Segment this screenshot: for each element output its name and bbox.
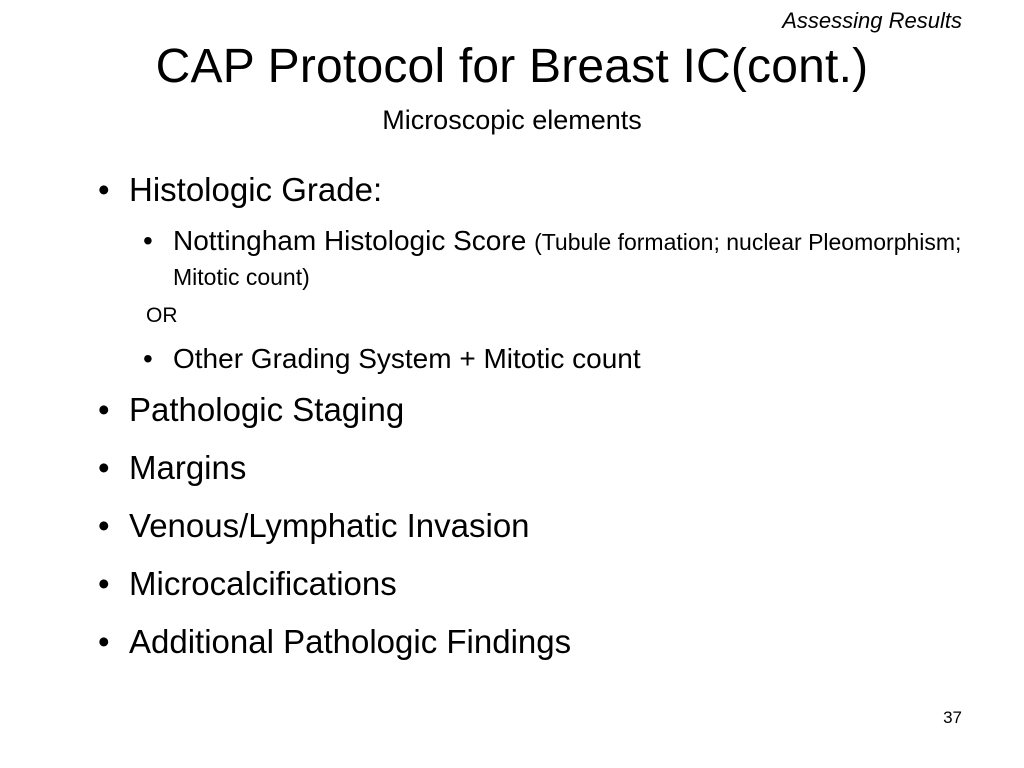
bullet-microcalcifications [98, 564, 978, 604]
bullet-pathologic-staging [98, 390, 978, 430]
slide-title: CAP Protocol for Breast IC(cont.) [155, 40, 869, 93]
page-number: 37 [943, 708, 962, 727]
or-text: OR [146, 304, 178, 327]
bullet-histologic-grade [98, 170, 978, 210]
other-grading-text: Other Grading System + Mitotic count [173, 343, 641, 374]
nottingham-score-text: Nottingham Histologic Score [173, 225, 527, 256]
slide-subtitle: Microscopic elements [382, 105, 642, 135]
bullet-text: Pathologic Staging [129, 391, 405, 428]
bullet-margins [98, 448, 978, 488]
nottingham-score-note: (Tubule formation; nuclear Pleomorphism; Mitotic count) [173, 229, 962, 290]
bullet-text: Margins [129, 449, 247, 486]
sub-bullet-nottingham [143, 224, 978, 294]
bullet-list [98, 170, 978, 662]
bullet-text: Additional Pathologic Findings [129, 623, 572, 660]
section-label: Assessing Results [782, 8, 962, 33]
bullet-additional-findings [98, 622, 978, 662]
bullet-text: Microcalcifications [129, 565, 397, 602]
bullet-text: Histologic Grade: [129, 171, 383, 208]
sub-bullet-other-grading [143, 342, 978, 376]
bullet-venous-lymphatic-invasion [98, 506, 978, 546]
bullet-text: Venous/Lymphatic Invasion [129, 507, 530, 544]
